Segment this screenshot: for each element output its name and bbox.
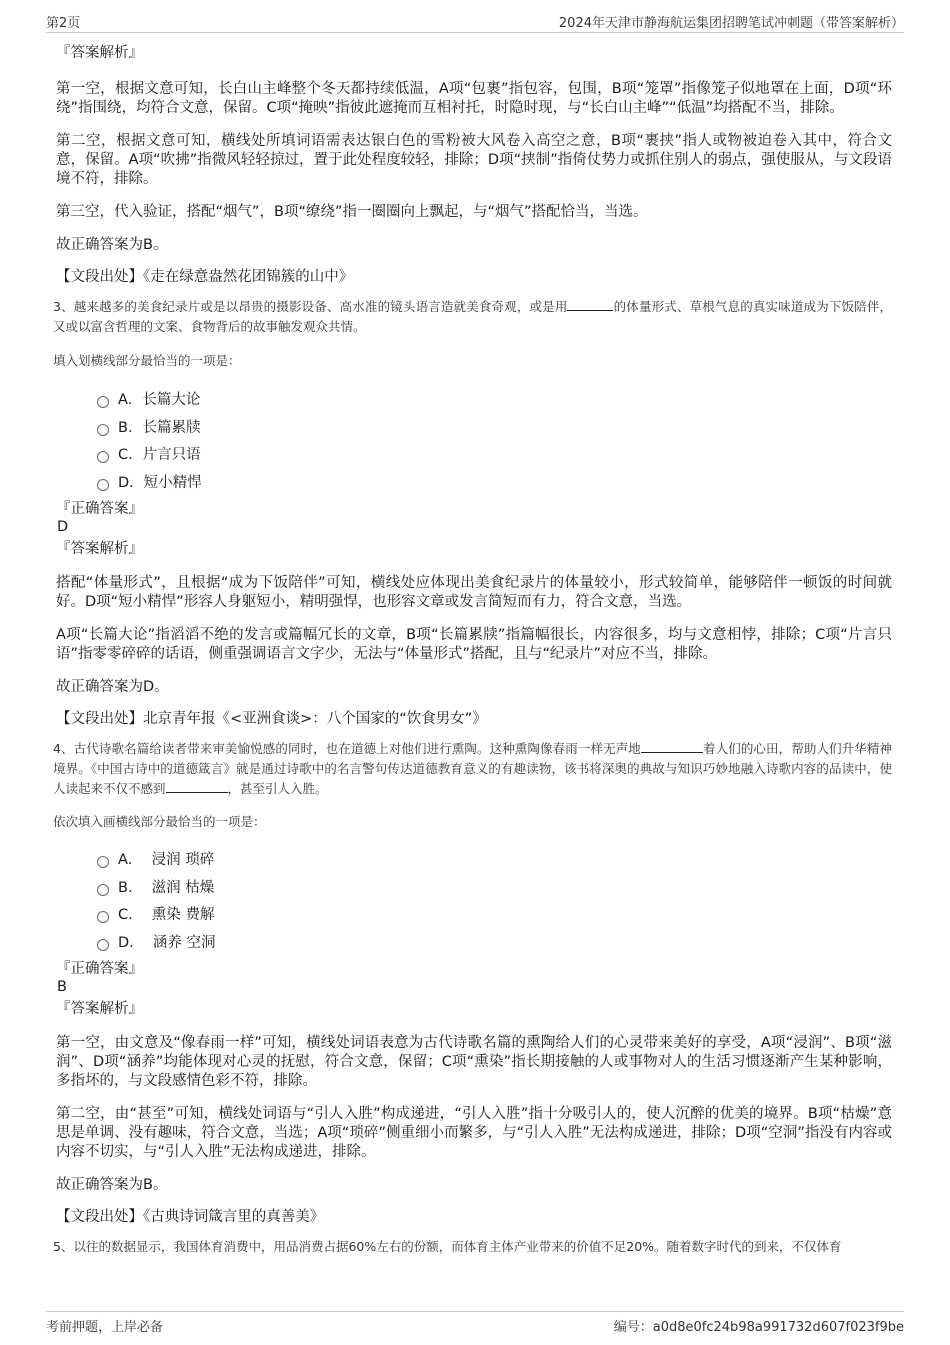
radio-icon[interactable] xyxy=(97,479,109,491)
q3-options xyxy=(56,388,892,498)
q3-option-a[interactable]: A．长篇大论 xyxy=(56,388,892,416)
q4-analysis-p1: 第一空，由文意及“像春雨一样”可知，横线处词语表意为古代诗歌名篇的熏陶给人们的心灵带来美好的享受，A项“浸润”、B项“滋润”、D项“涵养”均能体现对心灵的抚慰，符合文意，保留；C项“熏染”指长期接触的人或事物对人的生活习惯逐渐产生某种影响，多指坏的，与文段感情色彩不符，排除。 xyxy=(56,1035,892,1089)
q4-option-c[interactable]: C． 熏染 费解 xyxy=(56,903,892,931)
q4-conclusion: 故正确答案为B。 xyxy=(56,1177,168,1193)
q3-blank xyxy=(567,298,613,311)
q3-option-b[interactable]: B．长篇累牍 xyxy=(56,416,892,444)
analysis-label: 『答案解析』 xyxy=(56,1001,143,1017)
q4-blank-1 xyxy=(641,740,703,753)
q3-analysis-p1: 搭配“体量形式”，且根据“成为下饭陪伴”可知，横线处应体现出美食纪录片的体量较小，形式较简单，能够陪伴一顿饭的时间就好。D项“短小精悍”形容人身躯短小，精明强悍，也形容文章或发言简短而有力，符合文意，当选。 xyxy=(56,575,892,610)
correct-answer-label: 『正确答案』 xyxy=(56,501,143,517)
q4-option-d[interactable]: D． 涵养 空洞 xyxy=(56,931,892,959)
radio-icon[interactable] xyxy=(97,424,109,436)
q3-answer: D xyxy=(57,519,69,535)
q4-stem: 4、古代诗歌名篇给读者带来审美愉悦感的同时，也在道德上对他们进行熏陶。这种熏陶像春雨一样无声地 着人们的心田，帮助人们升华精神境界。《中国古诗中的道德箴言》就是通过诗歌中的名言警句传达道德教育意义的有趣读物，该书将深奥的典故与知识巧妙地融入诗歌内容的品读中，使人读起来不仅不感到 ，甚至引人入胜。 xyxy=(53,741,892,796)
q4-option-b[interactable]: B． 滋润 枯燥 xyxy=(56,876,892,904)
page-content xyxy=(53,44,892,1257)
radio-icon[interactable] xyxy=(97,884,109,896)
q3-instruction: 填入划横线部分最恰当的一项是： xyxy=(53,353,241,368)
q3-source: 【文段出处】北京青年报《<亚洲食谈>：八个国家的“饮食男女”》 xyxy=(56,711,487,727)
q3-analysis-p2: A项“长篇大论”指滔滔不绝的发言或篇幅冗长的文章，B项“长篇累牍”指篇幅很长，内容很多，均与文意相悖，排除；C项“片言只语”指零零碎碎的话语，侧重强调语言文字少，无法与“体量形式”搭配，且与“纪录片”对应不当，排除。 xyxy=(56,627,892,662)
radio-icon[interactable] xyxy=(97,939,109,951)
q2-analysis-p3: 第三空，代入验证，搭配“烟气”，B项“缭绕”指一圈圈向上飘起，与“烟气”搭配恰当，当选。 xyxy=(56,204,648,220)
q4-option-a[interactable]: A． 浸润 琐碎 xyxy=(56,848,892,876)
q2-conclusion: 故正确答案为B。 xyxy=(56,237,168,253)
page-footer xyxy=(46,1311,904,1338)
q2-source: 【文段出处】《走在绿意盎然花团锦簇的山中》 xyxy=(56,269,354,285)
page-number: 第2页 xyxy=(46,16,81,31)
document-code: 编号：a0d8e0fc24b98a991732d607f023f9be xyxy=(613,1320,904,1335)
q3-option-d[interactable]: D．短小精悍 xyxy=(56,471,892,499)
correct-answer-label: 『正确答案』 xyxy=(56,961,143,977)
q4-source: 【文段出处】《古典诗词箴言里的真善美》 xyxy=(56,1209,325,1225)
radio-icon[interactable] xyxy=(97,856,109,868)
q5-stem: 5、以往的数据显示，我国体育消费中，用品消费占据60%左右的份额，而体育主体产业带来的价值不足20%。随着数字时代的到来，不仅体育 xyxy=(53,1239,842,1254)
radio-icon[interactable] xyxy=(97,911,109,923)
document-title: 2024年天津市静海航运集团招聘笔试冲刺题（带答案解析） xyxy=(558,16,904,31)
radio-icon[interactable] xyxy=(97,396,109,408)
q3-stem: 3、越来越多的美食纪录片或是以昂贵的摄影设备、高水准的镜头语言造就美食奇观，或是用 的体量形式、草根气息的真实味道成为下饭陪伴，又或以富含哲理的文案、食物背后的故事触发观众共情。 xyxy=(53,299,892,334)
page-header xyxy=(46,10,904,33)
q2-analysis-p1: 第一空，根据文意可知，长白山主峰整个冬天都持续低温，A项“包裹”指包容，包围，B项“笼罩”指像笼子似地罩在上面，D项“环绕”指围绕，均符合文意，保留。C项“掩映”指彼此遮掩而互相衬托，时隐时现，与“长白山主峰”“低温”均搭配不当，排除。 xyxy=(56,81,892,116)
q4-answer: B xyxy=(57,979,67,995)
analysis-label: 『答案解析』 xyxy=(56,45,143,61)
q4-blank-2 xyxy=(166,780,228,793)
footer-slogan: 考前押题，上岸必备 xyxy=(46,1320,164,1335)
analysis-label: 『答案解析』 xyxy=(56,541,143,557)
q3-option-c[interactable]: C．片言只语 xyxy=(56,443,892,471)
radio-icon[interactable] xyxy=(97,451,109,463)
q3-conclusion: 故正确答案为D。 xyxy=(56,679,169,695)
q4-instruction: 依次填入画横线部分最恰当的一项是： xyxy=(53,814,266,829)
q2-analysis-p2: 第二空，根据文意可知，横线处所填词语需表达银白色的雪粉被大风卷入高空之意，B项“裹挟”指人或物被迫卷入其中，符合文意，保留。A项“吹拂”指微风轻轻掠过，置于此处程度较轻，排除；D项“挟制”指倚仗势力或抓住别人的弱点，强使服从，与文段语境不符，排除。 xyxy=(56,133,892,187)
q4-options xyxy=(56,848,892,958)
q4-analysis-p2: 第二空，由“甚至”可知，横线处词语与“引人入胜”构成递进，“引人入胜”指十分吸引人的，使人沉醉的优美的境界。B项“枯燥”意思是单调、没有趣味，符合文意，当选；A项“琐碎”侧重细小而繁多，与“引人入胜”无法构成递进，排除；D项“空洞”指没有内容或内容不切实，与“引人入胜”无法构成递进，排除。 xyxy=(56,1106,892,1160)
